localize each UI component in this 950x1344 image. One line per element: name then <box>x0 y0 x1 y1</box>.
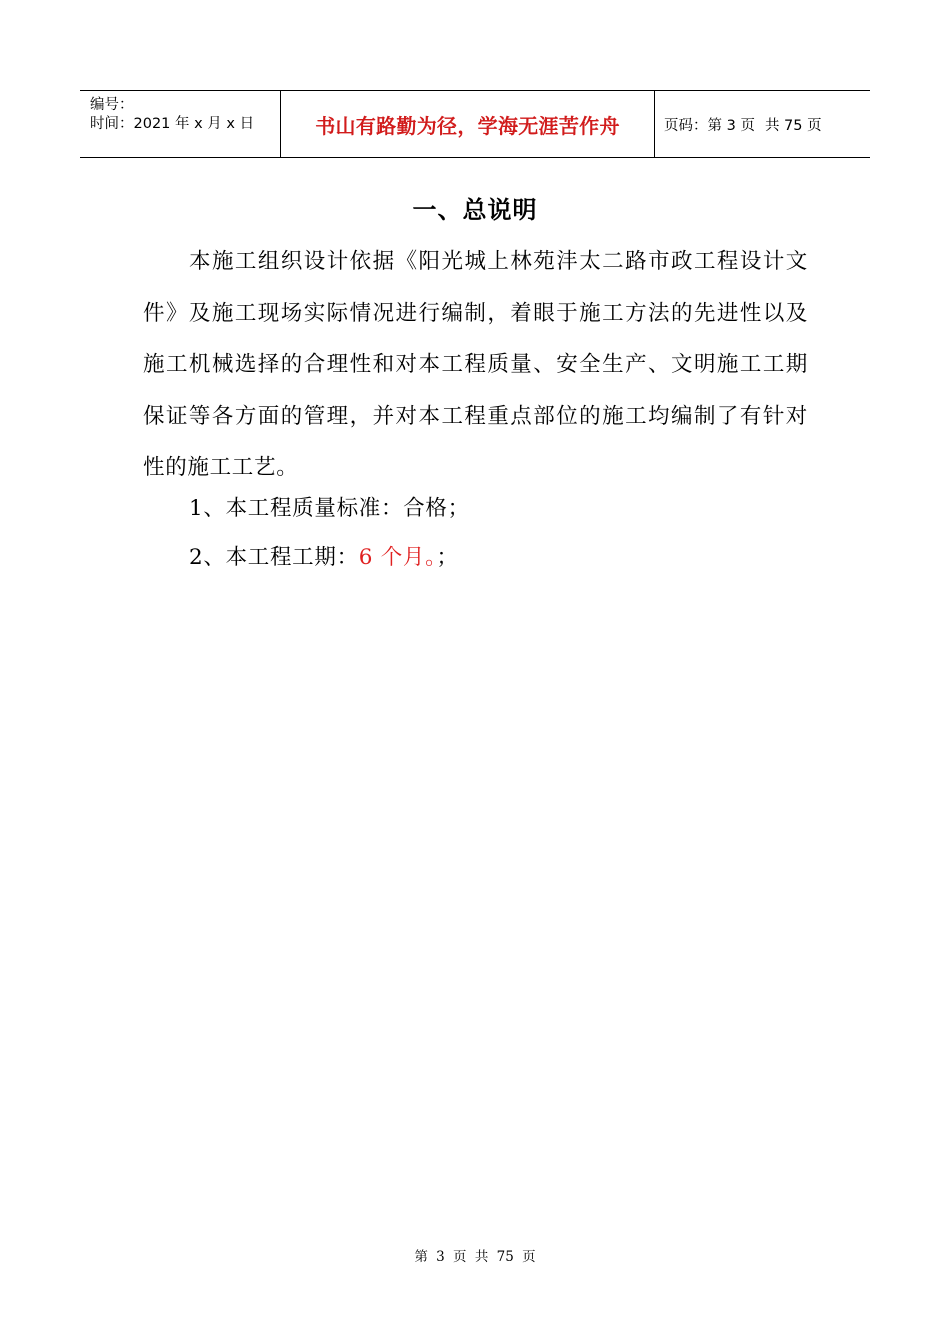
header-page-total: 共 75 页 <box>764 117 822 134</box>
document-time-label: 时间：2021 年 x 月 x 日 <box>90 116 255 132</box>
page-header <box>80 90 870 158</box>
quality-standard-item: 1、本工程质量标准：合格； <box>189 496 470 521</box>
section-title: 一、总说明 <box>412 196 538 224</box>
document-number-label: 编号： <box>90 97 134 113</box>
header-page-number: 页码：第 3 页 <box>664 117 755 134</box>
construction-period-suffix: ； <box>436 545 459 570</box>
header-motto-cell <box>281 91 655 157</box>
page-footer: 第 3 页 共 75 页 <box>414 1249 536 1265</box>
construction-period-item <box>143 532 823 584</box>
overview-paragraph: 本施工组织设计依据《阳光城上林苑沣太二路市政工程设计文件》及施工现场实际情况进行编制，着眼于施工方法的先进性以及施工机械选择的合理性和对本工程质量、安全生产、文明施工工期保证等各方面的管理，并对本工程重点部位的施工均编制了有针对性的施工工艺。 <box>143 249 808 480</box>
construction-period-value: 6 个月。 <box>358 545 437 570</box>
header-info-cell <box>80 91 281 157</box>
construction-period-label: 2、本工程工期： <box>189 545 359 570</box>
header-page-cell <box>655 91 870 157</box>
header-motto: 书山有路勤为径，学海无涯苦作舟 <box>315 113 620 138</box>
